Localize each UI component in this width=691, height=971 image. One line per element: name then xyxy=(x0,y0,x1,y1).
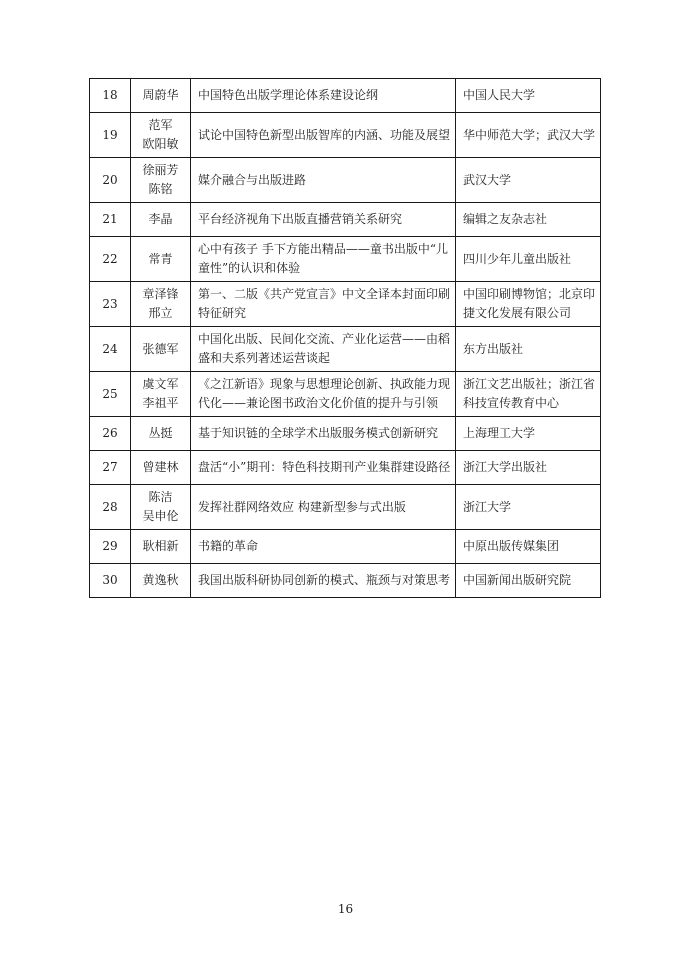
author-name: 欧阳敏 xyxy=(142,137,179,151)
row-affiliation-cell: 中原出版传媒集团 xyxy=(456,530,601,564)
row-authors-cell xyxy=(131,113,191,158)
row-affiliation-cell: 浙江文艺出版社；浙江省科技宣传教育中心 xyxy=(456,372,601,417)
row-title-cell: 我国出版科研协同创新的模式、瓶颈与对策思考 xyxy=(191,564,456,598)
row-number-cell: 19 xyxy=(90,113,131,158)
row-affiliation-cell: 中国印刷博物馆；北京印捷文化发展有限公司 xyxy=(456,282,601,327)
author-name: 徐丽芳 xyxy=(142,163,179,177)
table-body xyxy=(90,79,601,598)
page-number: 16 xyxy=(337,902,354,916)
row-authors-cell xyxy=(131,372,191,417)
row-title-cell: 媒介融合与出版进路 xyxy=(191,158,456,203)
table-row xyxy=(90,451,601,485)
author-name: 曾建林 xyxy=(142,460,179,474)
table-row xyxy=(90,530,601,564)
table-row xyxy=(90,372,601,417)
table-row xyxy=(90,79,601,113)
row-number-cell: 18 xyxy=(90,79,131,113)
row-number-cell: 27 xyxy=(90,451,131,485)
row-authors-cell xyxy=(131,327,191,372)
row-authors-cell xyxy=(131,282,191,327)
author-name: 李晶 xyxy=(148,212,173,226)
row-title-cell: 《之江新语》现象与思想理论创新、执政能力现代化——兼论图书政治文化价值的提升与引领 xyxy=(191,372,456,417)
table-row xyxy=(90,327,601,372)
row-number-cell: 20 xyxy=(90,158,131,203)
author-name: 黄逸秋 xyxy=(142,573,179,587)
row-affiliation-cell: 中国新闻出版研究院 xyxy=(456,564,601,598)
row-number-cell: 28 xyxy=(90,485,131,530)
row-number-cell: 24 xyxy=(90,327,131,372)
row-authors-cell xyxy=(131,485,191,530)
author-name: 常青 xyxy=(148,251,173,266)
author-name: 丛挺 xyxy=(148,426,173,440)
table-row xyxy=(90,203,601,237)
author-name: 章泽锋 xyxy=(142,287,179,301)
row-title-cell: 基于知识链的全球学术出版服务模式创新研究 xyxy=(191,417,456,451)
row-title-cell: 第一、二版《共产党宣言》中文全译本封面印刷特征研究 xyxy=(191,282,456,327)
row-affiliation-cell: 浙江大学出版社 xyxy=(456,451,601,485)
row-number-cell: 25 xyxy=(90,372,131,417)
row-number-cell: 26 xyxy=(90,417,131,451)
row-number-cell: 30 xyxy=(90,564,131,598)
row-title-cell: 平台经济视角下出版直播营销关系研究 xyxy=(191,203,456,237)
row-title-cell: 盘活“小”期刊：特色科技期刊产业集群建设路径 xyxy=(191,451,456,485)
table-row xyxy=(90,417,601,451)
row-number-cell: 21 xyxy=(90,203,131,237)
row-authors-cell xyxy=(131,79,191,113)
row-affiliation-cell: 上海理工大学 xyxy=(456,417,601,451)
row-title-cell: 心中有孩子 手下方能出精品——童书出版中“儿童性”的认识和体验 xyxy=(191,237,456,282)
row-affiliation-cell: 浙江大学 xyxy=(456,485,601,530)
row-affiliation-cell: 东方出版社 xyxy=(456,327,601,372)
row-number-cell: 29 xyxy=(90,530,131,564)
row-title-cell: 试论中国特色新型出版智库的内涵、功能及展望 xyxy=(191,113,456,158)
papers-table xyxy=(89,78,601,598)
author-name: 陈洁 xyxy=(148,490,173,504)
row-authors-cell xyxy=(131,237,191,282)
row-authors-cell xyxy=(131,417,191,451)
table-row xyxy=(90,237,601,282)
author-name: 张德军 xyxy=(142,341,179,356)
author-name: 周蔚华 xyxy=(142,88,179,102)
row-title-cell: 中国化出版、民间化交流、产业化运营——由稻盛和夫系列著述运营谈起 xyxy=(191,327,456,372)
row-title-cell: 发挥社群网络效应 构建新型参与式出版 xyxy=(191,485,456,530)
row-number-cell: 22 xyxy=(90,237,131,282)
row-affiliation-cell: 武汉大学 xyxy=(456,158,601,203)
row-affiliation-cell: 中国人民大学 xyxy=(456,79,601,113)
row-authors-cell xyxy=(131,158,191,203)
row-number-cell: 23 xyxy=(90,282,131,327)
author-name: 范军 xyxy=(148,118,173,132)
row-authors-cell xyxy=(131,564,191,598)
author-name: 吴申伦 xyxy=(142,509,179,523)
author-name: 李祖平 xyxy=(142,396,179,410)
table-row xyxy=(90,564,601,598)
author-name: 耿相新 xyxy=(142,539,179,553)
row-authors-cell xyxy=(131,203,191,237)
author-name: 邢立 xyxy=(148,306,173,320)
row-title-cell: 书籍的革命 xyxy=(191,530,456,564)
author-name: 虞文军 xyxy=(142,377,179,391)
row-affiliation-cell: 华中师范大学；武汉大学 xyxy=(456,113,601,158)
row-authors-cell xyxy=(131,451,191,485)
table-row xyxy=(90,113,601,158)
table-row xyxy=(90,282,601,327)
row-authors-cell xyxy=(131,530,191,564)
table-row xyxy=(90,485,601,530)
row-title-cell: 中国特色出版学理论体系建设论纲 xyxy=(191,79,456,113)
row-affiliation-cell: 四川少年儿童出版社 xyxy=(456,237,601,282)
row-affiliation-cell: 编辑之友杂志社 xyxy=(456,203,601,237)
table-row xyxy=(90,158,601,203)
author-name: 陈铭 xyxy=(148,182,173,196)
